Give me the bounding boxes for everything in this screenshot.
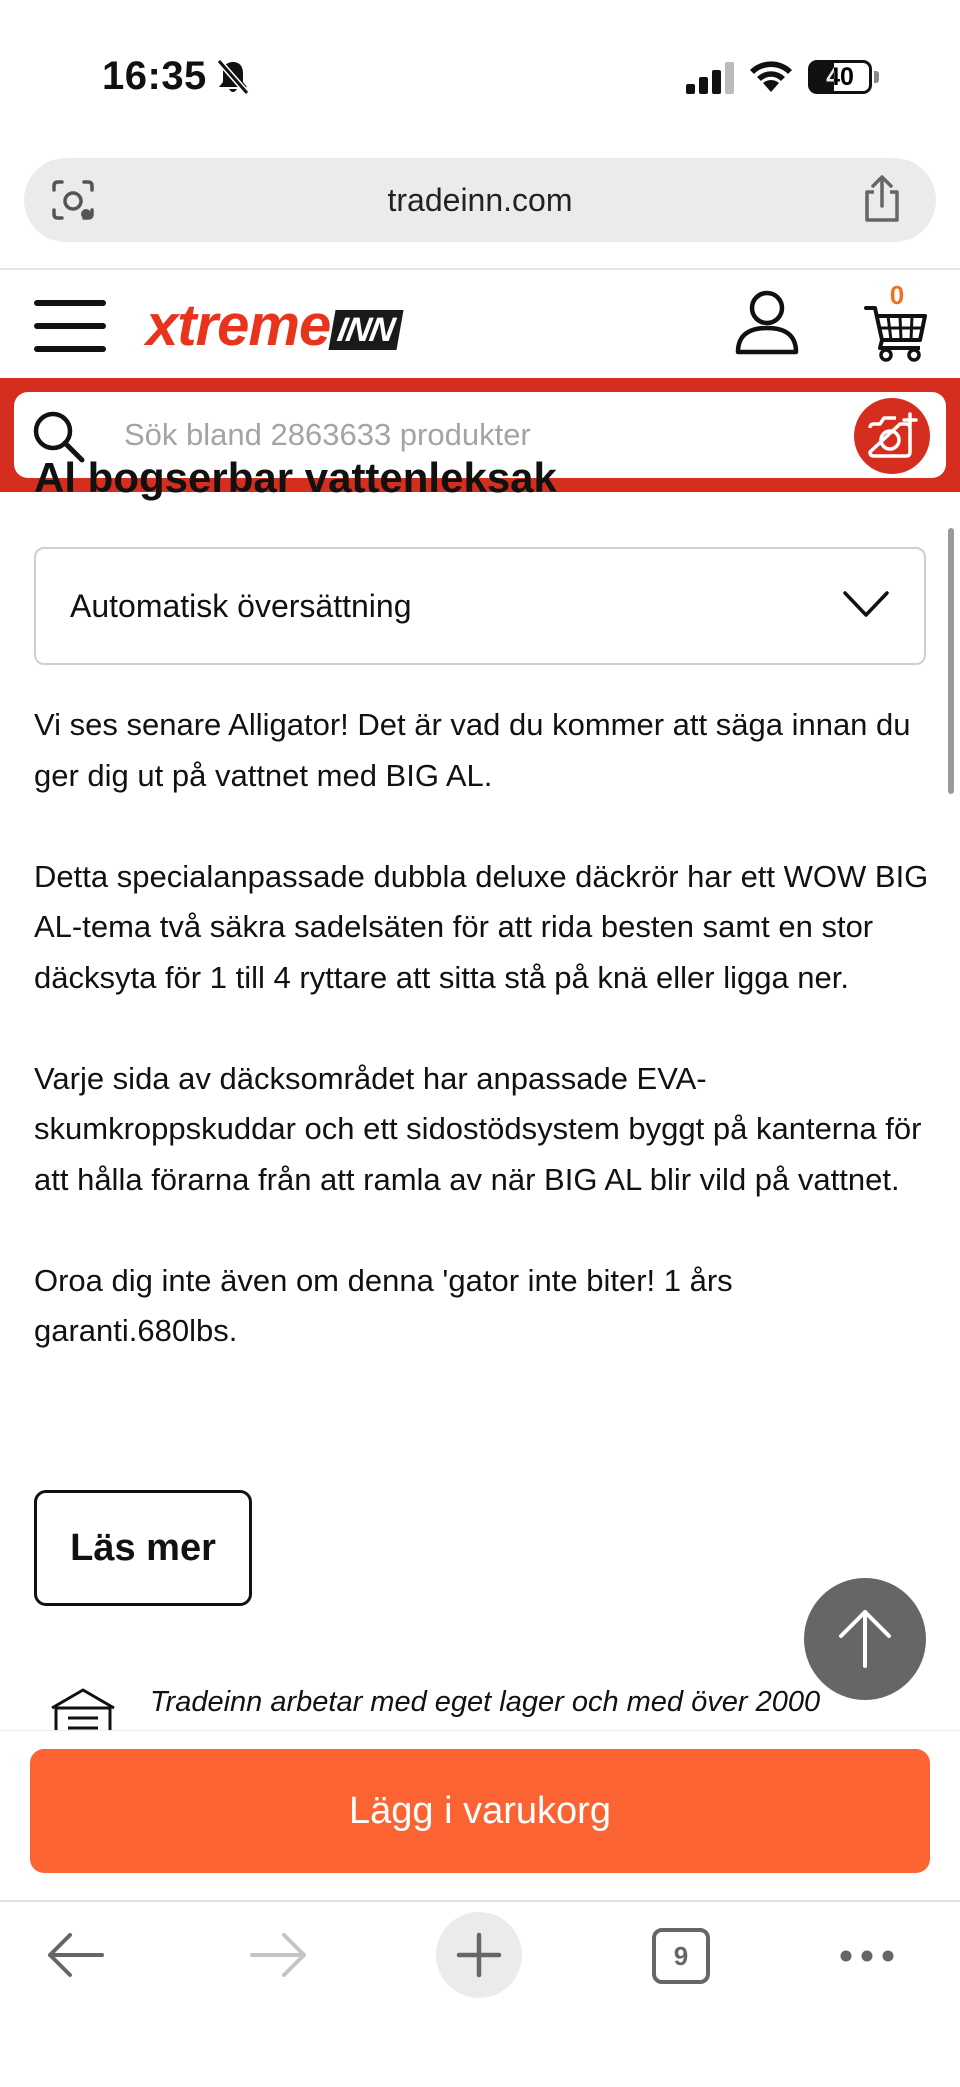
bell-slash-icon <box>216 58 250 96</box>
scrollbar[interactable] <box>948 528 954 794</box>
arrow-up-icon <box>835 1606 895 1670</box>
signal-icon <box>686 62 734 94</box>
forward-icon[interactable] <box>248 1930 308 1980</box>
battery-indicator <box>808 60 878 94</box>
camera-icon <box>866 412 918 460</box>
new-tab-button[interactable] <box>436 1912 522 1998</box>
scroll-to-top-button[interactable] <box>804 1578 926 1700</box>
add-to-cart-button[interactable]: Lägg i varukorg <box>30 1749 930 1873</box>
translation-select[interactable] <box>34 547 926 665</box>
site-header <box>0 270 960 378</box>
add-to-cart-bar <box>0 1730 960 1900</box>
wifi-icon <box>748 58 794 94</box>
warehouse-info-text: Tradeinn arbetar med eget lager och med över 2000 <box>150 1686 821 1718</box>
menu-icon[interactable] <box>34 298 106 354</box>
logo-box-text: INN <box>329 310 404 350</box>
cart-count: 0 <box>889 280 905 310</box>
cart-button[interactable] <box>858 280 930 364</box>
site-logo[interactable] <box>146 290 400 360</box>
product-content <box>0 454 960 1730</box>
description-paragraph: Vi ses senare Alligator! Det är vad du kommer att säga innan du ger dig ut på vattnet med BIG AL. <box>34 707 911 793</box>
battery-level: 40 <box>826 63 854 91</box>
status-bar <box>0 0 960 150</box>
browser-toolbar <box>0 1902 960 2087</box>
product-title: Al bogserbar vattenleksak <box>34 454 557 501</box>
description-paragraph: Varje sida av däcksområdet har anpassade EVA-skumkroppskuddar och ett sidostödsystem byggt på kanterna för att hålla förarna från att ramla av när BIG AL blir vild på vattnet. <box>34 1060 922 1197</box>
image-search-button[interactable] <box>854 398 930 474</box>
user-icon[interactable] <box>734 288 800 356</box>
plus-icon <box>456 1932 502 1978</box>
url-text[interactable]: tradeinn.com <box>387 182 573 218</box>
translation-select-value: Automatisk översättning <box>70 588 412 624</box>
status-time: 16:35 <box>102 54 207 98</box>
cart-icon <box>864 302 928 362</box>
url-bar[interactable] <box>24 158 936 242</box>
logo-text: xtreme <box>146 292 331 358</box>
read-more-button[interactable]: Läs mer <box>34 1490 252 1606</box>
share-icon[interactable] <box>862 174 902 224</box>
back-icon[interactable] <box>46 1930 106 1980</box>
product-description <box>34 700 934 1407</box>
tabs-button[interactable]: 9 <box>652 1928 710 1984</box>
more-icon[interactable] <box>838 1946 896 1966</box>
description-paragraph: Detta specialanpassade dubbla deluxe däckrör har ett WOW BIG AL-tema två säkra sadelsäten för att rida besten samt en stor däcksyta för 1 till 4 ryttare att sitta stå på knä eller ligga ner. <box>34 858 929 995</box>
chevron-down-icon <box>842 589 890 619</box>
description-paragraph: Oroa dig inte även om denna 'gator inte biter! 1 års garanti.680lbs. <box>34 1262 733 1348</box>
